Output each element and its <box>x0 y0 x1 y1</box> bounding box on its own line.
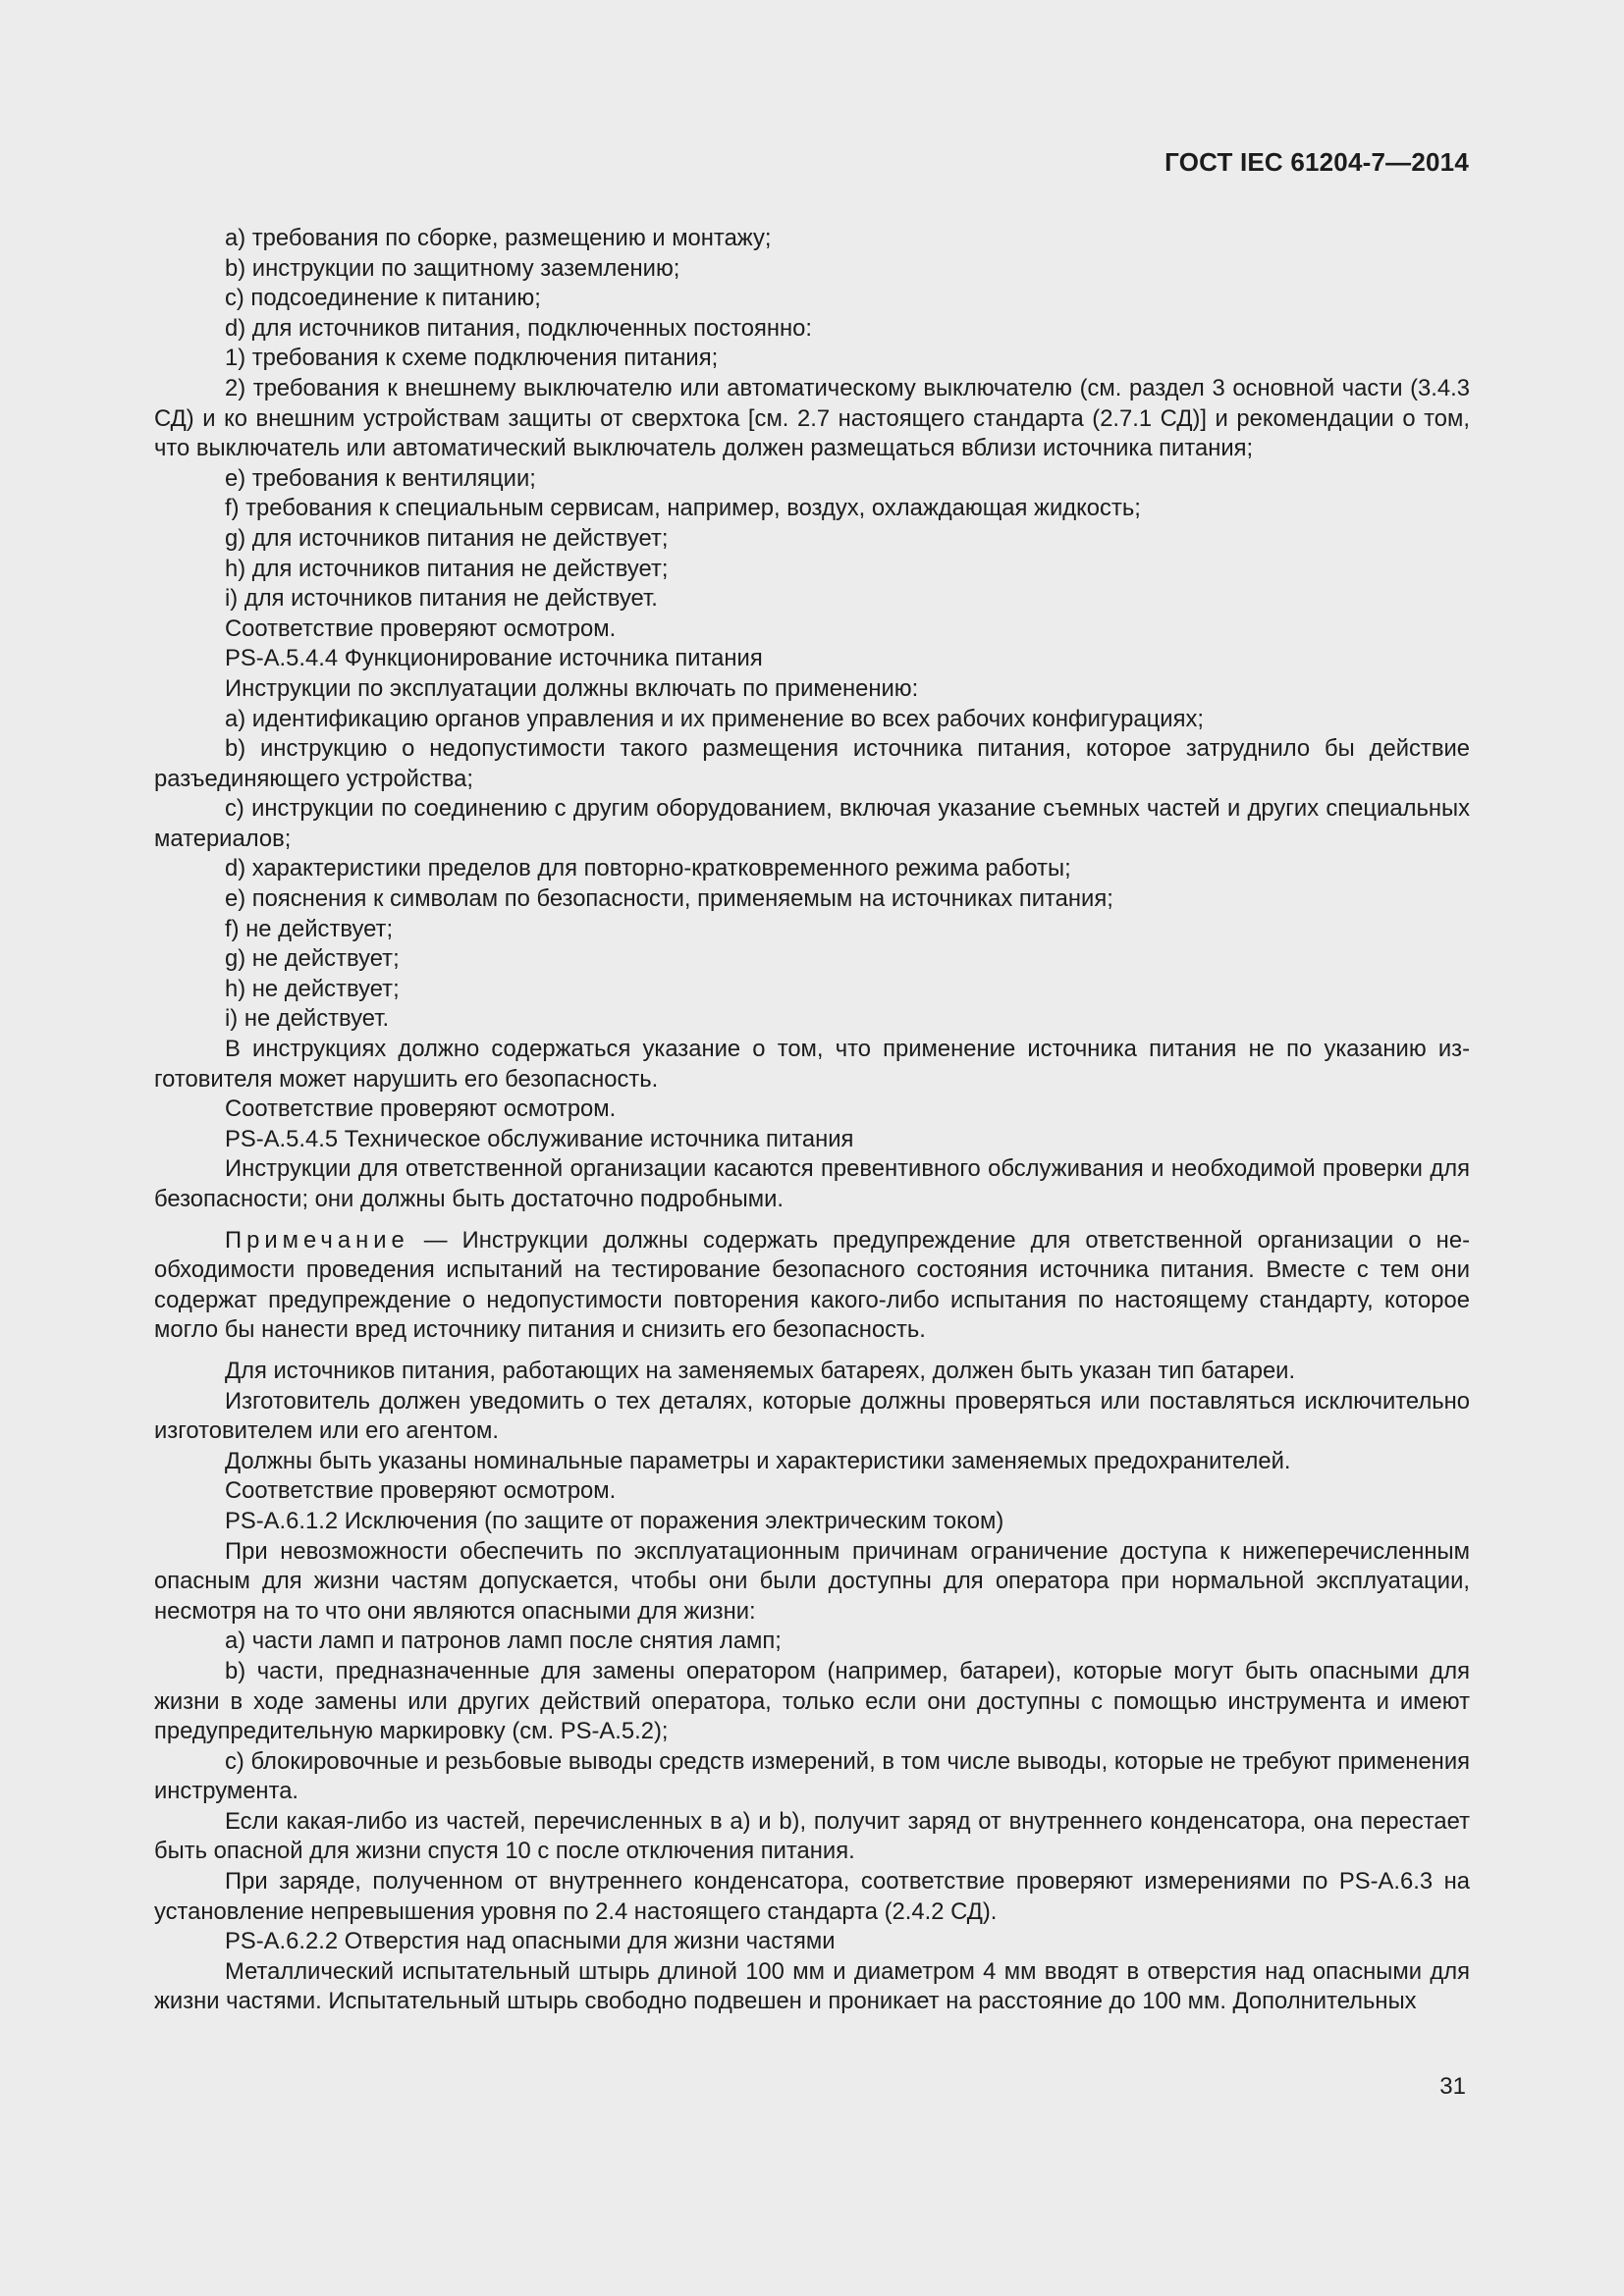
paragraph: В инструкциях должно содержаться указание о том, что применение источника питания не по указанию изготовителя может нарушить его безопасность. <box>154 1036 1470 1093</box>
paragraph: Соответствие проверяют осмотром. <box>225 1477 617 1505</box>
paragraph: Инструкции для ответственной организации касаются превентивного обслуживания и необходимой проверки для безопасности; они должны быть достаточно подробными. <box>154 1155 1470 1212</box>
paragraph: a) требования по сборке, размещению и монтажу; <box>225 225 772 251</box>
paragraph: Соответствие проверяют осмотром. <box>225 1095 617 1123</box>
paragraph: f) требования к специальным сервисам, например, воздух, охлаждающая жидкость; <box>225 495 1141 522</box>
section-heading: PS-A.6.2.2 Отверстия над опасными для жизни частями <box>225 1928 836 1955</box>
paragraph: i) не действует. <box>225 1005 390 1033</box>
section-heading: PS-A.5.4.5 Техническое обслуживание источника питания <box>225 1125 854 1152</box>
page-number: 31 <box>1439 2073 1466 2100</box>
paragraph: При невозможности обеспечить по эксплуатационным причинам ограничение доступа к нижеперечисленным опасным для жизни частям допускается, чтобы они были доступны для оператора при нормальной эксплуатации, несмотря на то что они являются опасными для жизни: <box>154 1537 1470 1625</box>
paragraph: Соответствие проверяют осмотром. <box>225 614 617 642</box>
paragraph: h) для источников питания не действует; <box>225 555 669 582</box>
paragraph: b) части, предназначенные для замены оператором (например, батареи), которые могут быть опасными для жизни в ходе замены или других действий оператора, только если они доступны с помощью инструмента и имеют предупредительную маркировку (см. PS-A.5.2); <box>154 1657 1470 1745</box>
paragraph: a) идентификацию органов управления и их применение во всех рабочих конфигурациях; <box>225 705 1204 732</box>
paragraph: Для источников питания, работающих на заменяемых батареях, должен быть указан тип батареи. <box>225 1357 1296 1384</box>
note-label: Примечание <box>225 1226 409 1254</box>
paragraph: g) для источников питания не действует; <box>225 524 669 552</box>
paragraph: 1) требования к схеме подключения питания; <box>225 345 719 372</box>
paragraph: a) части ламп и патронов ламп после снятия ламп; <box>225 1628 782 1655</box>
paragraph: 2) требования к внешнему выключателю или автоматическому выключателю (см. раздел 3 основной части (3.4.3 СД) и ко внешним устройствам защиты от сверхтока [см. 2.7 настоящего стандарта (2.7.1 СД)] и рекомендации о том, что выключатель или автоматический выключатель должен размещаться вблизи источника питания; <box>154 374 1470 462</box>
paragraph: f) не действует; <box>225 915 394 942</box>
paragraph: e) требования к вентиляции; <box>225 464 536 492</box>
paragraph: Изготовитель должен уведомить о тех деталях, которые должны проверяться или поставляться исключительно изготовителем или его агентом. <box>154 1387 1470 1445</box>
paragraph: c) инструкции по соединению с другим оборудованием, включая указание съемных частей и других специальных материалов; <box>154 795 1470 852</box>
note-paragraph <box>154 1226 1470 1346</box>
paragraph: Если какая-либо из частей, перечисленных в a) и b), получит заряд от внутреннего конденсатора, она перестает быть опасной для жизни спустя 10 с после отключения питания. <box>154 1807 1470 1865</box>
section-heading: PS-A.5.4.4 Функционирование источника питания <box>225 645 763 672</box>
paragraph: e) пояснения к символам по безопасности, применяемым на источниках питания; <box>225 885 1113 913</box>
paragraph: d) характеристики пределов для повторно-кратковременного режима работы; <box>225 855 1071 882</box>
paragraph: При заряде, полученном от внутреннего конденсатора, соответствие проверяют измерениями по PS-A.6.3 на установление непревышения уровня по 2.4 настоящего стандарта (2.4.2 СД). <box>154 1868 1470 1925</box>
paragraph: d) для источников питания, подключенных постоянно: <box>225 314 812 342</box>
paragraph: g) не действует; <box>225 945 400 973</box>
paragraph: Должны быть указаны номинальные параметры и характеристики заменяемых предохранителей. <box>225 1447 1291 1474</box>
paragraph: c) блокировочные и резьбовые выводы средств измерений, в том числе выводы, которые не требуют применения инструмента. <box>154 1747 1470 1805</box>
paragraph: h) не действует; <box>225 975 400 1002</box>
paragraph: b) инструкцию о недопустимости такого размещения источника питания, которое затруднило бы действие разъединяющего устройства; <box>154 735 1470 792</box>
note-text: — Инструкции должны содержать предупреждение для ответственной организации о необходимости проведения испытаний на тестирование безопасного состояния источника питания. Вместе с тем они содержат предупреждение о недопустимости повторения какого-либо испытания по настоящему стандарту, которое могло бы нанести вред источнику питания и снизить его безопасность. <box>154 1226 1470 1344</box>
paragraph: Металлический испытательный штырь длиной 100 мм и диаметром 4 мм вводят в отверстия над опасными для жизни частями. Испытательный штырь свободно подвешен и проникает на расстояние до 100 мм. Дополнительных <box>154 1957 1470 2015</box>
document-body <box>154 224 1470 2017</box>
page-header-title: ГОСТ IEC 61204-7—2014 <box>1164 147 1469 177</box>
paragraph: i) для источников питания не действует. <box>225 585 658 613</box>
paragraph: c) подсоединение к питанию; <box>225 285 541 312</box>
paragraph: Инструкции по эксплуатации должны включать по применению: <box>225 674 919 702</box>
section-heading: PS-A.6.1.2 Исключения (по защите от поражения электрическим током) <box>225 1507 1004 1534</box>
paragraph: b) инструкции по защитному заземлению; <box>225 254 680 282</box>
